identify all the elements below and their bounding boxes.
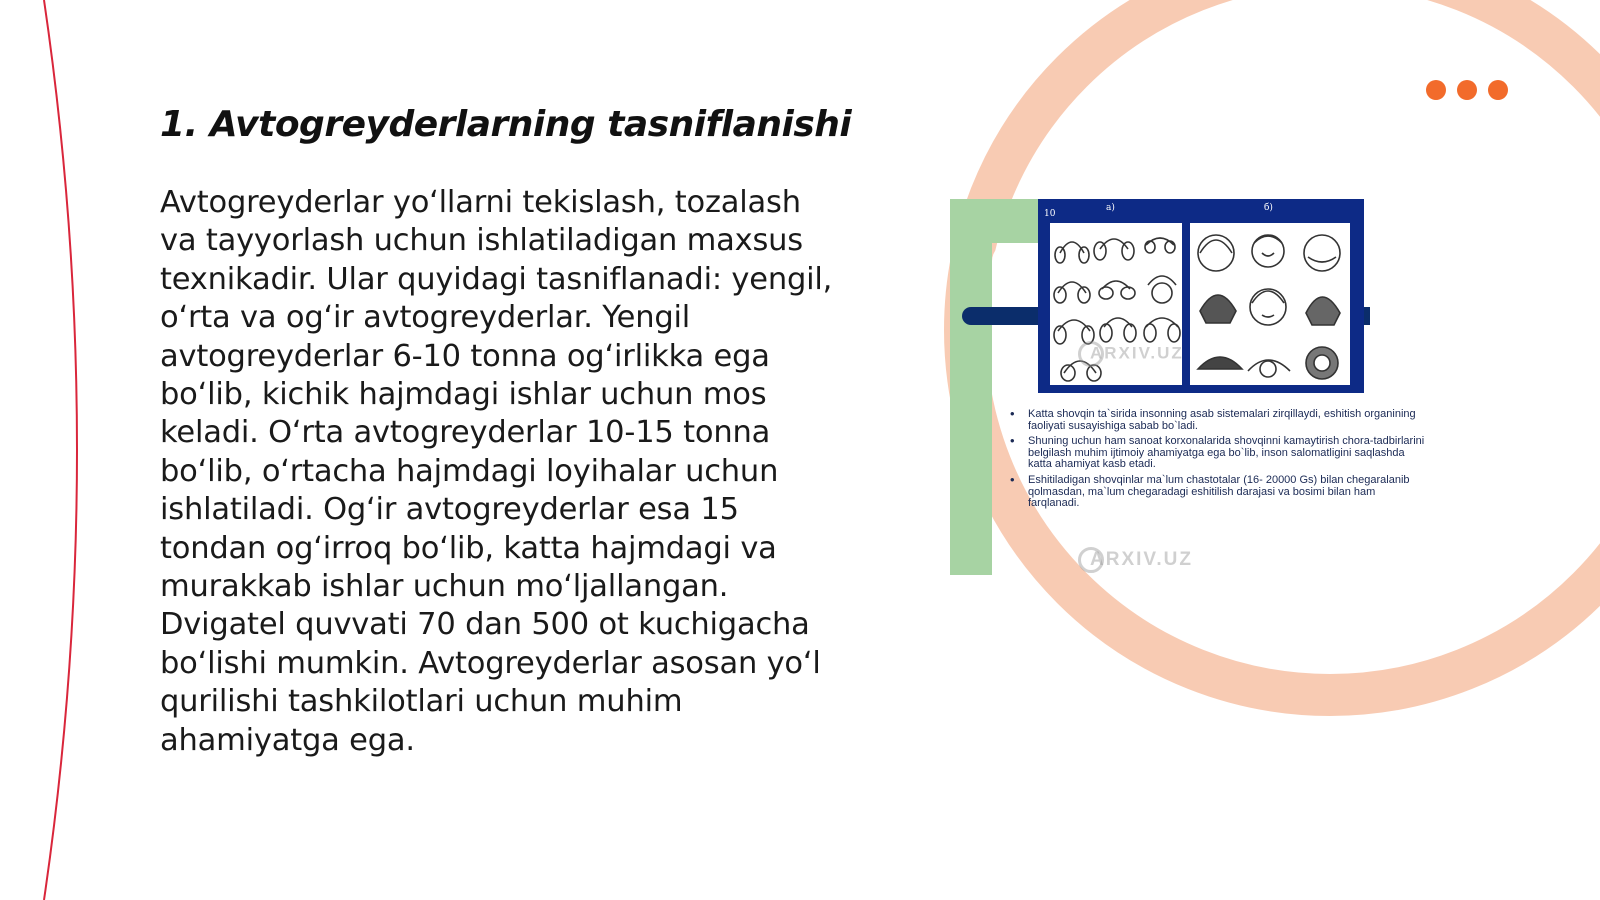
watermark-text: ARXIV.UZ (1090, 549, 1193, 571)
dots-menu-icon (1426, 80, 1508, 100)
bullet-item: • Eshitiladigan shovqinlar ma`lum chastotalar (16- 20000 Gs) bilan chegaralanib qolmasdan, ma`lum chegaradagi eshitilish darajasi va bosimi bilan ham farqlanadi. (1006, 475, 1426, 510)
watermark (1078, 547, 1193, 573)
navy-accent-line (962, 307, 1048, 325)
panel-a-label: а) (1106, 203, 1115, 213)
green-accent-top (992, 199, 1044, 243)
orange-dot (1457, 80, 1477, 100)
panel-b-illustration (1190, 223, 1350, 385)
slide-body-text: Avtogreyderlar yo‘llarni tekislash, tozalash va tayyorlash uchun ishlatiladigan maxsus texnikadir. Ular quyidagi tasniflanadi: yengil, o‘rta va og‘ir avtogreyderlar. Yengil avtogreyderlar 6-10 tonna og‘irlikka ega bo‘lib, kichik hajmdagi ishlar uchun mos keladi. O‘rta avtogreyderlar 10-15 tonna bo‘lib, o‘rtacha hajmdagi loyihalar uchun ishlatiladi. Og‘ir avtogreyderlar esa 15 tondan og‘irroq bo‘lib, katta hajmdagi va murakkab ishlar uchun mo‘ljallangan. Dvigatel quvvati 70 dan 500 ot kuchigacha bo‘lishi mumkin. Avtogreyderlar asosan yo‘l qurilishi tashkilotlari uchun muhim ahamiyatga ega. (160, 185, 833, 758)
embedded-slide-image (950, 199, 1450, 577)
bullet-item: • Shuning uchun ham sanoat korxonalarida shovqinni kamaytirish chora-tadbirlarini belgilash muhim ijtimoiy ahamiyatga ega bo`lib, inson salomatligini saqlashda katta ahamiyat kasb etadi. (1006, 436, 1426, 471)
watermark (1078, 341, 1184, 367)
navy-accent-stub (1364, 307, 1370, 325)
orange-dot (1426, 80, 1446, 100)
watermark-text: ARXIV.UZ (1090, 343, 1184, 363)
orange-dot (1488, 80, 1508, 100)
green-accent-bar (950, 199, 992, 575)
decorative-red-curve (44, 0, 77, 900)
bullet-item: • Katta shovqin ta`sirida insonning asab sistemalari zirqillaydi, eshitish organining faoliyati susayishiga sabab bo`ladi. (1006, 409, 1426, 432)
slide-title: 1. Avtogreyderlarning tasniflanishi (160, 104, 852, 145)
figure-number: 10 (1044, 209, 1056, 219)
green-accent-curve (992, 243, 1044, 273)
panel-b-label: б) (1264, 203, 1273, 213)
bullet-list (1006, 409, 1426, 514)
helmet-sketch-icon (1190, 223, 1350, 385)
